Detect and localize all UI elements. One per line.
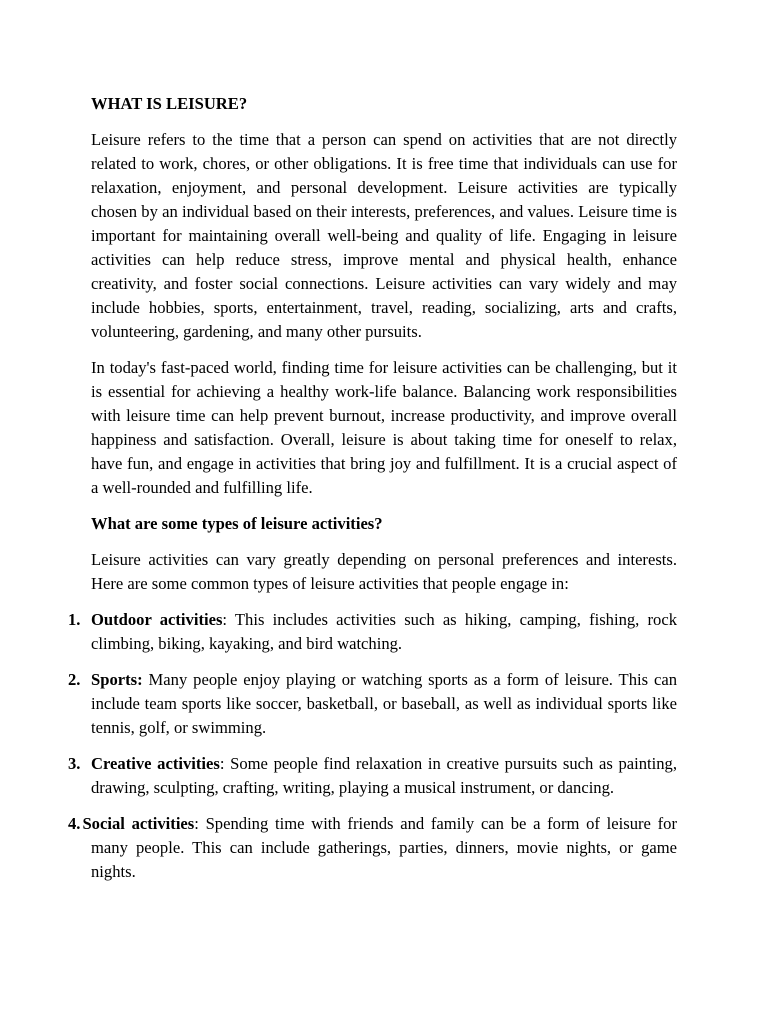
list-item-creative bbox=[68, 752, 677, 800]
section-heading-types: What are some types of leisure activities? bbox=[91, 514, 383, 533]
paragraph-definition: Leisure refers to the time that a person can spend on activities that are not directly related to work, chores, or other obligations. It is free time that individuals can use for relaxation, enjoyment, and personal development. Leisure activities are typically chosen by an individual based on their interests, preferences, and values. Leisure time is important for maintaining overall well-being and quality of life. Engaging in leisure activities can help reduce stress, improve mental and physical health, enhance creativity, and foster social connections. Leisure activities can vary widely and may include hobbies, sports, entertainment, travel, reading, socializing, arts and crafts, volunteering, gardening, and many other pursuits. bbox=[91, 130, 677, 341]
paragraph-work-life-balance: In today's fast-paced world, finding time for leisure activities can be challenging, but it is essential for achieving a healthy work-life balance. Balancing work responsibilities with leisure time can help prevent burnout, increase productivity, and improve overall happiness and satisfaction. Overall, leisure is about taking time for oneself to relax, have fun, and engage in activities that bring joy and fulfillment. It is a crucial aspect of a well-rounded and fulfilling life. bbox=[91, 358, 677, 497]
list-term: Sports: bbox=[91, 670, 143, 689]
list-description: : This includes activities such as hiking, camping, fishing, rock climbing, biking, kayaking, and bird watching. bbox=[91, 610, 677, 653]
list-item-sports bbox=[68, 668, 677, 740]
list-item-outdoor bbox=[68, 608, 677, 656]
list-description: : Some people find relaxation in creative pursuits such as painting, drawing, sculpting, crafting, writing, playing a musical instrument, or dancing. bbox=[91, 754, 677, 797]
list-description: Many people enjoy playing or watching sports as a form of leisure. This can include team sports like soccer, basketball, or baseball, as well as individual sports like tennis, golf, or swimming. bbox=[91, 670, 677, 737]
document-body bbox=[68, 92, 677, 896]
list-term: Outdoor activities bbox=[91, 610, 223, 629]
list-number: 3. bbox=[68, 754, 81, 773]
list-term: Creative activities bbox=[91, 754, 220, 773]
list-number: 4. bbox=[68, 814, 81, 833]
list-number: 1. bbox=[68, 610, 81, 629]
paragraph-types-intro: Leisure activities can vary greatly depending on personal preferences and interests. Here are some common types of leisure activities that people engage in: bbox=[91, 550, 677, 593]
list-description: : Spending time with friends and family can be a form of leisure for many people. This can include gatherings, parties, dinners, movie nights, or game nights. bbox=[91, 814, 677, 881]
list-item-social bbox=[68, 812, 677, 884]
activity-types-list bbox=[68, 608, 677, 884]
section-heading-what-is-leisure: WHAT IS LEISURE? bbox=[91, 94, 248, 113]
list-number: 2. bbox=[68, 670, 81, 689]
list-term: Social activities bbox=[82, 814, 195, 833]
